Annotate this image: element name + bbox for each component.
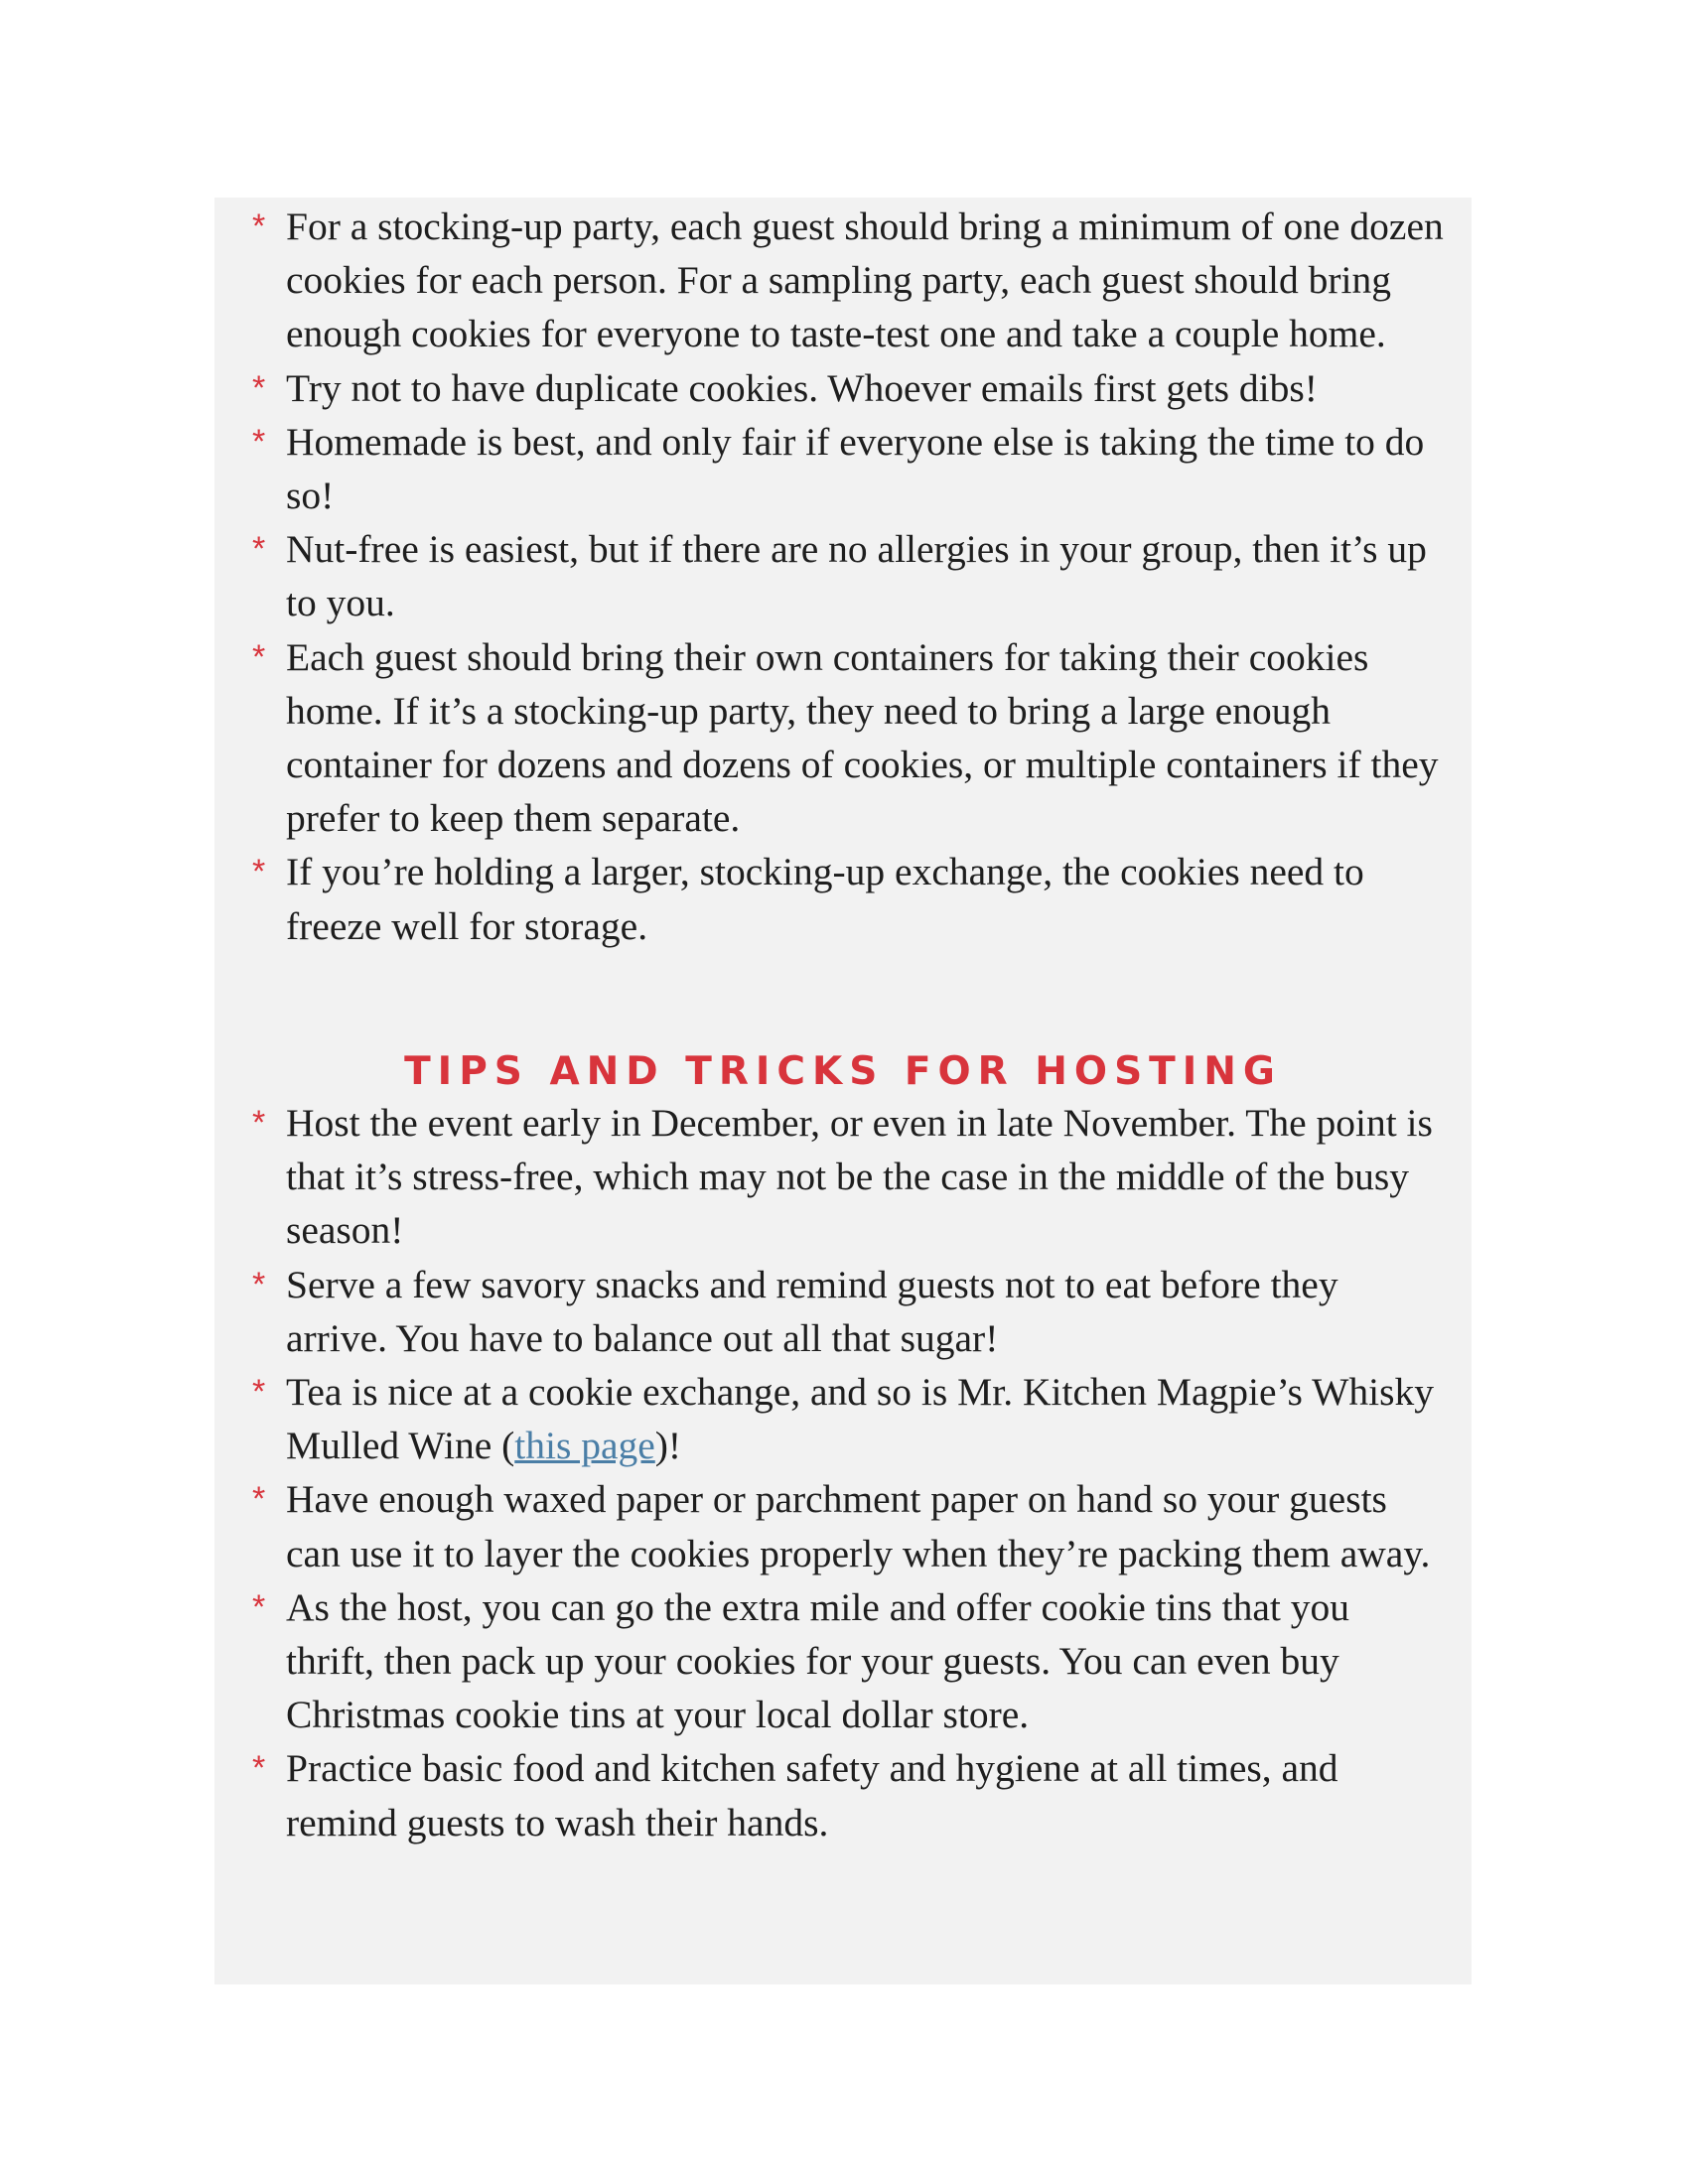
asterisk-bullet-icon: * (252, 1749, 266, 1788)
page-reference-link[interactable]: this page (514, 1424, 655, 1468)
list-item (252, 415, 1444, 522)
list-item (252, 522, 1444, 629)
list-item-text: Homemade is best, and only fair if everyone else is taking the time to do so! (286, 419, 1425, 518)
asterisk-bullet-icon: * (252, 637, 266, 676)
list-item (252, 845, 1444, 952)
list-item (252, 1472, 1444, 1579)
list-item-text: For a stocking-up party, each guest should bring a minimum of one dozen cookies for each person. For a sampling party, each guest should bring enough cookies for everyone to taste-test one and take a couple home. (286, 205, 1444, 356)
asterisk-bullet-icon: * (252, 207, 266, 245)
list-item (252, 1258, 1444, 1365)
asterisk-bullet-icon: * (252, 368, 266, 407)
list-item (252, 1580, 1444, 1742)
section-heading: TIPS AND TRICKS FOR HOSTING (404, 1049, 1282, 1094)
asterisk-bullet-icon: * (252, 853, 266, 891)
asterisk-bullet-icon: * (252, 1373, 266, 1412)
list-item (252, 200, 1444, 361)
asterisk-bullet-icon: * (252, 1265, 266, 1303)
list-item-text: Have enough waxed paper or parchment paper on hand so your guests can use it to layer the cookies properly when they’re packing them away. (286, 1477, 1431, 1575)
list-item-text: Serve a few savory snacks and remind guests not to eat before they arrive. You have to balance out all that sugar! (286, 1262, 1338, 1360)
list-item-text: As the host, you can go the extra mile and offer cookie tins that you thrift, then pack up your cookies for your guests. You can even buy Christmas cookie tins at your local dollar store. (286, 1584, 1349, 1737)
list-item-text: Try not to have duplicate cookies. Whoever emails first gets dibs! (286, 365, 1318, 410)
list-item (252, 1741, 1444, 1848)
list-item (252, 361, 1444, 415)
list-item-text: Each guest should bring their own containers for taking their cookies home. If it’s a stocking-up party, they need to bring a large enough container for dozens and dozens of cookies, or multiple containers if they prefer to keep them separate. (286, 634, 1439, 841)
list-item-text: Tea is nice at a cookie exchange, and so is Mr. Kitchen Magpie’s Whisky Mulled Wine ( (286, 1370, 1434, 1468)
list-item-text: Nut-free is easiest, but if there are no allergies in your group, then it’s up to you. (286, 527, 1427, 625)
hosting-tips-list (252, 1096, 1444, 1849)
asterisk-bullet-icon: * (252, 1587, 266, 1626)
list-item (252, 630, 1444, 846)
list-item-text: Host the event early in December, or even in late November. The point is that it’s stress-free, which may not be the case in the middle of the busy season! (286, 1101, 1433, 1253)
asterisk-bullet-icon: * (252, 422, 266, 461)
list-item-text: If you’re holding a larger, stocking-up exchange, the cookies need to freeze well for storage. (286, 850, 1364, 948)
list-item (252, 1365, 1444, 1472)
cookie-exchange-rules-list (252, 200, 1444, 953)
list-item-text: Practice basic food and kitchen safety and hygiene at all times, and remind guests to wash their hands. (286, 1746, 1338, 1844)
asterisk-bullet-icon: * (252, 1104, 266, 1142)
list-item-text-end: )! (654, 1424, 682, 1468)
asterisk-bullet-icon: * (252, 530, 266, 569)
list-item (252, 1096, 1444, 1258)
asterisk-bullet-icon: * (252, 1480, 266, 1519)
